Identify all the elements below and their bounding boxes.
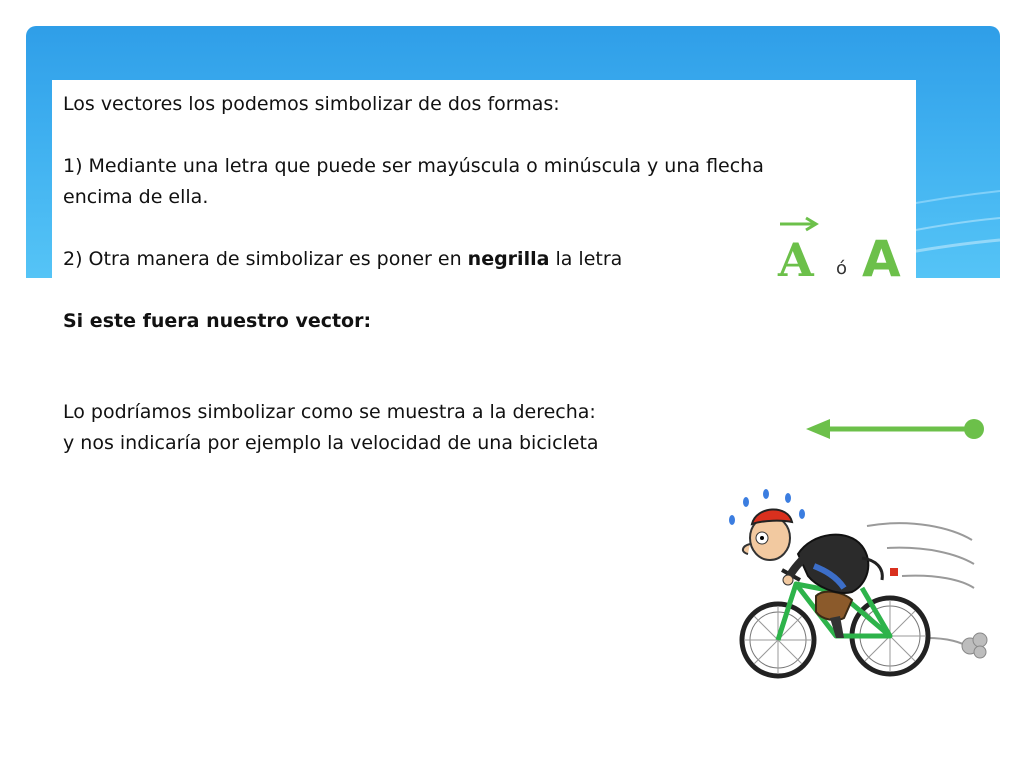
cyclist-illustration [712, 488, 997, 698]
arrow-over-letter-icon [780, 218, 816, 230]
representation-text: Lo podríamos simbolizar como se muestra a la derecha: [63, 401, 596, 423]
point-two-text [63, 244, 622, 275]
letter-a-with-arrow: A [778, 233, 814, 282]
vector-arrow-icon [800, 410, 990, 450]
vector-heading: Si este fuera nuestro vector: [63, 310, 372, 332]
point-two-bold-word: negrilla [467, 248, 550, 270]
point-one-text: 1) Mediante una letra que puede ser mayúscula o minúscula y una flecha [63, 155, 764, 177]
point-two-suffix: la letra [549, 248, 623, 270]
bold-letter-a: A [862, 230, 901, 282]
representation-text-continuation: y nos indicaría por ejemplo la velocidad de una bicicleta [63, 432, 599, 454]
point-one-text-continuation: encima de ella. [63, 186, 209, 208]
vector-notation-symbols [774, 212, 906, 282]
intro-text: Los vectores los podemos simbolizar de dos formas: [63, 93, 560, 115]
connector-or: ó [836, 258, 848, 279]
point-two-prefix: 2) Otra manera de simbolizar es poner en [63, 248, 468, 270]
